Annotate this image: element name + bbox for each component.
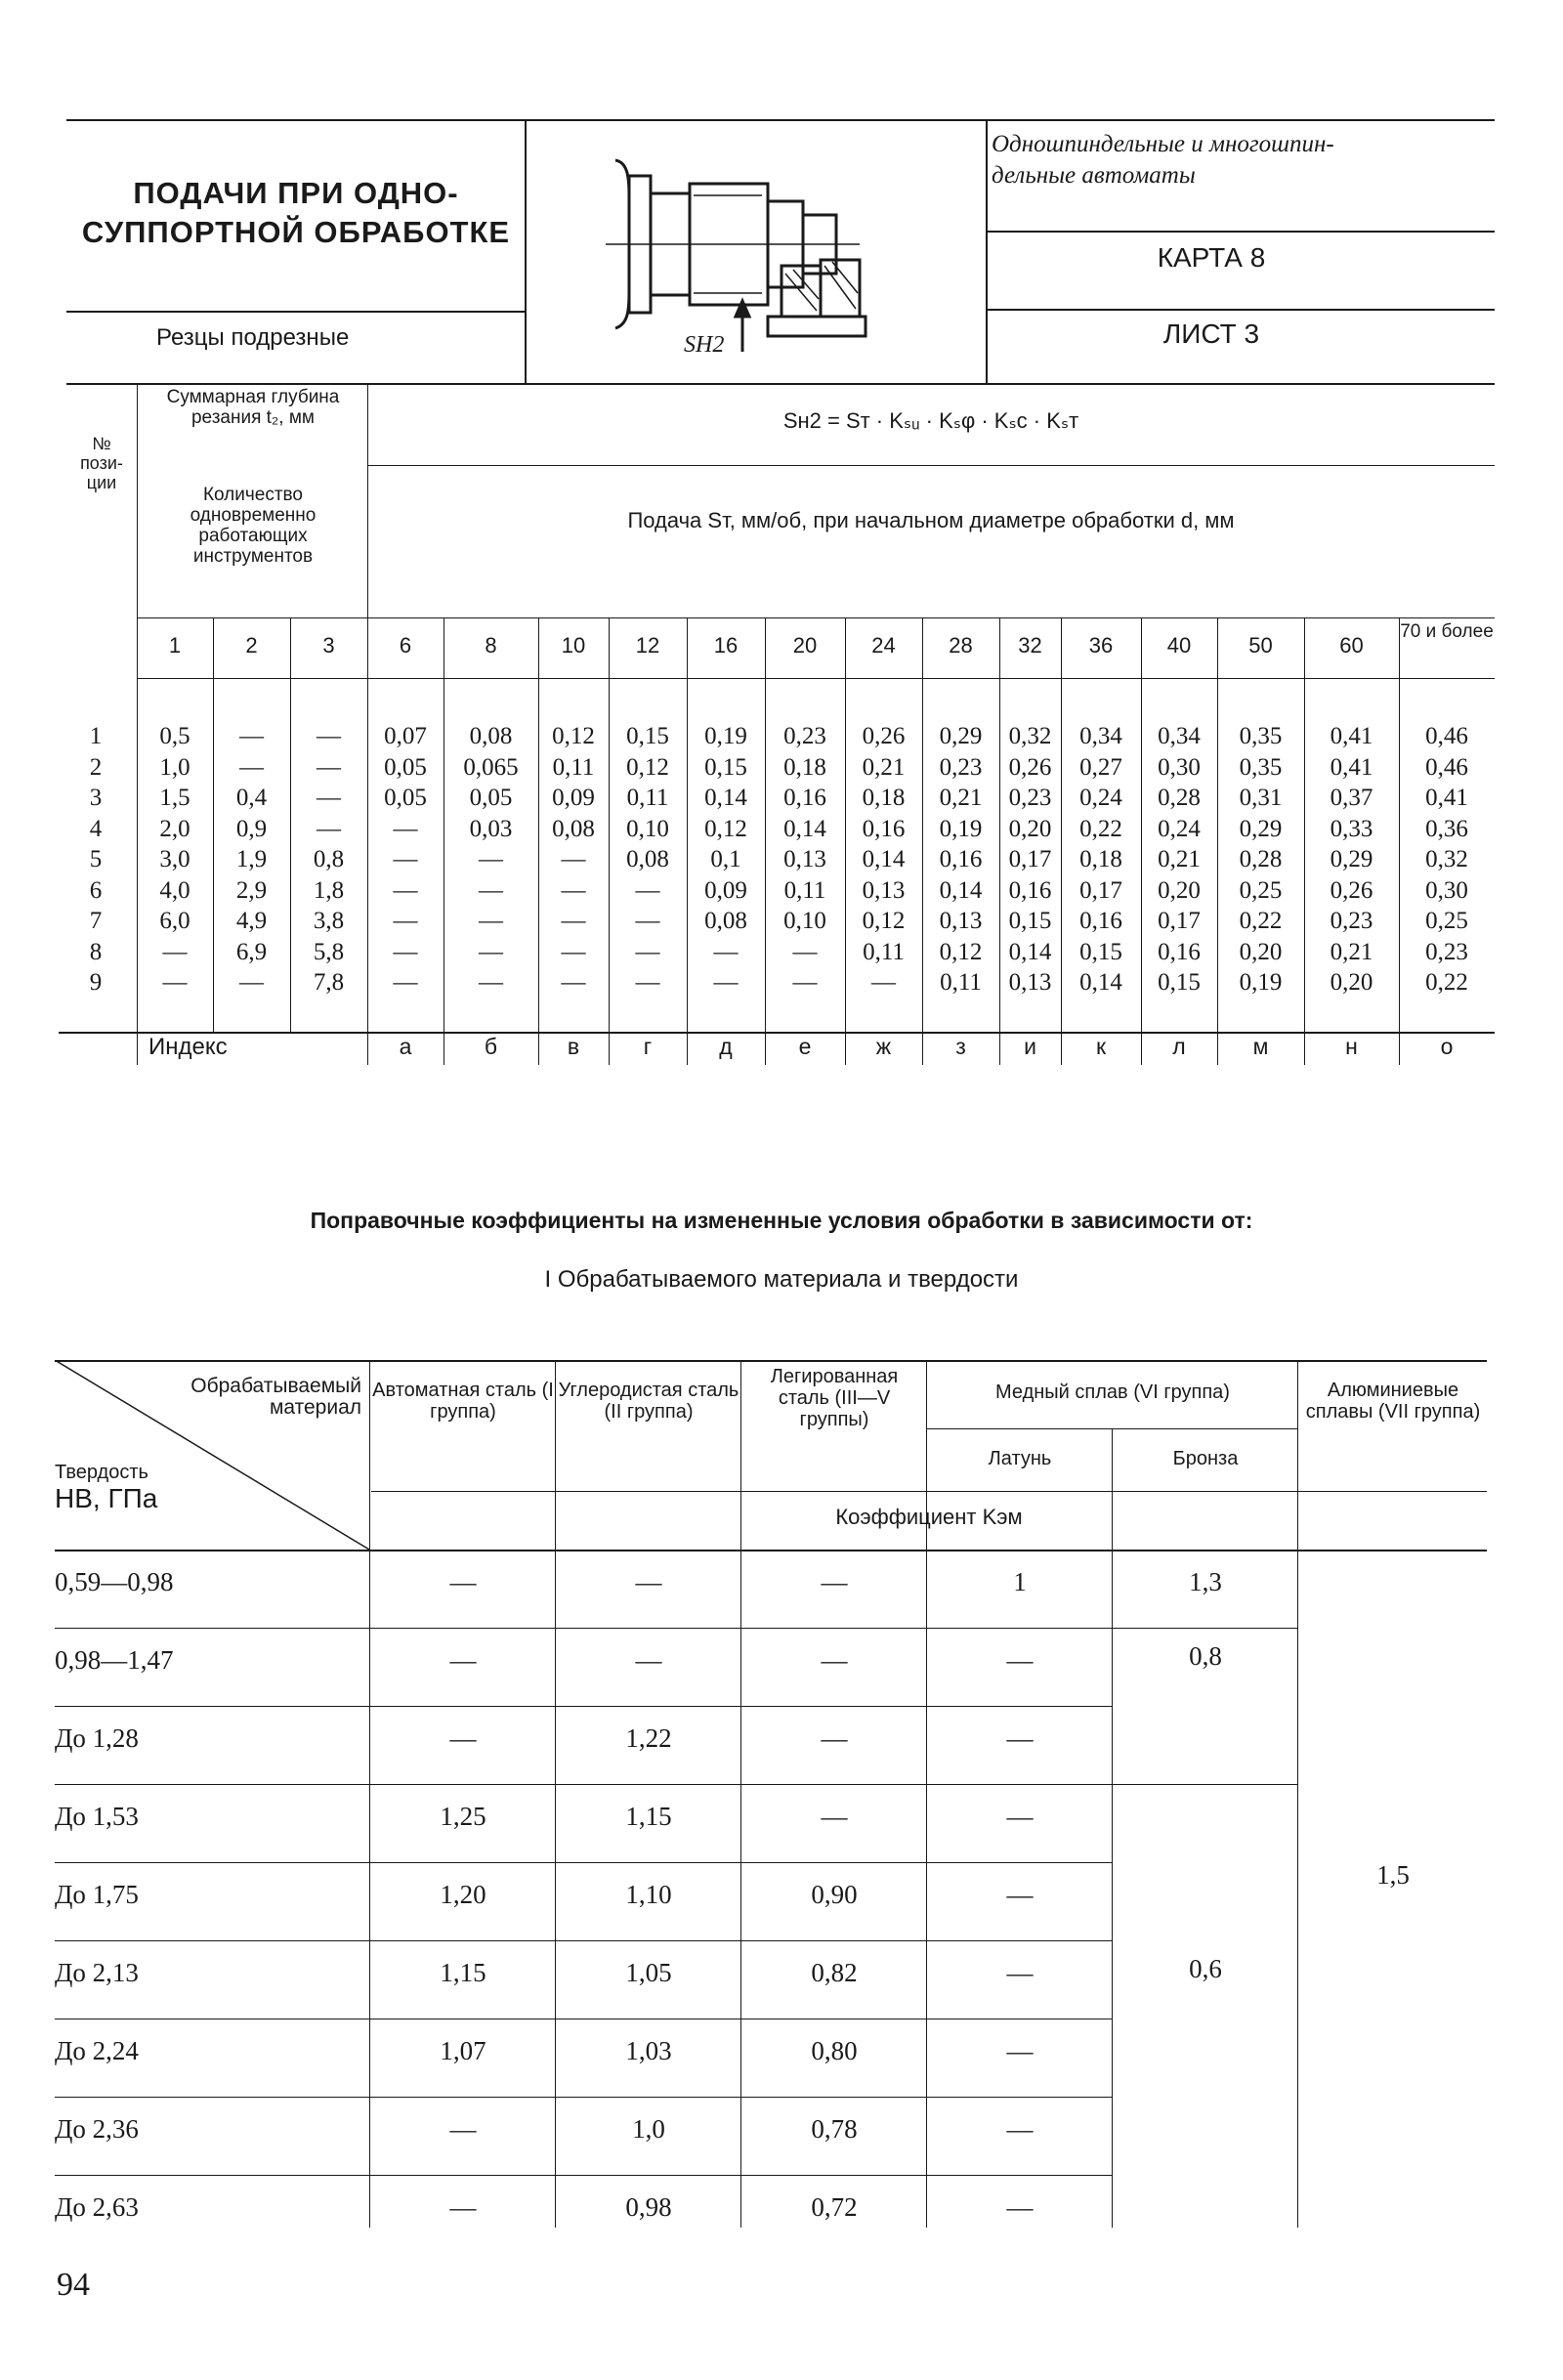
feed-formula: Sн2 = Sт · Kₛᵤ · Kₛφ · Kₛc · Kₛт [782,408,1079,433]
diameter-header: 8 [485,633,497,658]
depth-header: Суммарная глубина резания t₂, мм [166,387,340,428]
diameter-header: 16 [713,633,739,658]
machine-type-line1: Одношпиндельные и многошпин- [992,131,1334,157]
brass-cell: — [1006,1958,1034,1987]
row-line [1112,1784,1297,1785]
carbon-cell: 0,98 [625,2192,672,2222]
auto-cell: 1,20 [440,1880,486,1909]
index-letter: б [484,1034,498,1059]
diameter-header: 20 [792,633,818,658]
row-line [55,1862,926,1863]
feed-header: Подача Sт, мм/об, при начальном диаметре обработки d, мм [627,508,1235,532]
hardness-cell: До 1,53 [55,1802,139,1831]
carbon-cell: 1,0 [632,2114,665,2144]
brass-cell: — [1006,1802,1034,1831]
index-letter: г [643,1034,653,1059]
diameter-header: 28 [949,633,973,658]
bronze-cell: 1,3 [1189,1567,1222,1596]
correction-heading: Поправочные коэффициенты на измененные условия обработки в зависимости от: [310,1208,1253,1233]
feed-column: 0,32 0,26 0,23 0,20 0,17 0,16 0,15 0,14 0,13 [1008,723,1052,996]
auto-cell: 1,15 [440,1958,486,1987]
col-copper-alloy: Медный сплав (VI группа) [995,1381,1230,1403]
row-line [55,2097,926,2098]
depth-column: — — 0,4 0,9 1,9 2,9 4,9 6,9 — [235,723,268,996]
carbon-cell: 1,03 [625,2036,672,2065]
feed-column: 0,19 0,15 0,14 0,12 0,1 0,09 0,08 — — [704,723,747,996]
corner-hardness-label: Твердость [55,1462,148,1483]
coefficient-label: Коэффициент Kэм [835,1505,1023,1529]
index-label: Индекс [148,1034,228,1060]
brass-cell: — [1006,1645,1034,1675]
index-letter: о [1440,1034,1454,1059]
row-line [926,1940,1112,1941]
carbon-cell: 1,05 [625,1958,672,1987]
alloy-cell: — [821,1567,848,1596]
feed-column: 0,29 0,23 0,21 0,19 0,16 0,14 0,13 0,12 0,11 [939,723,983,996]
auto-cell: 1,25 [440,1802,486,1831]
feed-column: 0,12 0,11 0,09 0,08 — — — — — [552,723,595,996]
diameter-header: 32 [1018,633,1042,658]
hardness-cell: До 1,28 [55,1723,139,1753]
tools-count-header: Количество одновременно работающих инструментов [190,485,317,567]
feed-column: 0,23 0,18 0,16 0,14 0,13 0,11 0,10 — — [783,723,826,996]
row-line [55,1628,926,1629]
hardness-cell: До 1,75 [55,1880,139,1909]
diameter-header: 40 [1166,633,1192,658]
bronze-cell: 0,6 [1189,1954,1222,1983]
feed-column: 0,08 0,065 0,05 0,03 — — — — — [463,723,519,996]
auto-cell: — [449,2114,477,2144]
hardness-cell: До 2,24 [55,2036,139,2065]
feed-column: 0,35 0,35 0,31 0,29 0,28 0,25 0,22 0,20 0,19 [1239,723,1283,996]
position-header-line1: № [92,434,111,453]
card-title-line1: ПОДАЧИ ПРИ ОДНО- [133,176,459,210]
hardness-cell: До 2,63 [55,2192,139,2222]
tool-count-header: 2 [245,633,258,658]
feed-column: 0,41 0,41 0,37 0,33 0,29 0,26 0,23 0,21 0,20 [1330,723,1373,996]
sheet-number: ЛИСТ 3 [1162,319,1260,349]
diameter-header: 60 [1339,633,1364,658]
brass-cell: — [1006,2192,1034,2222]
col-brass: Латунь [988,1448,1052,1469]
index-letter: к [1095,1034,1107,1059]
row-line [926,2175,1112,2176]
diameter-header: 70 и более [1400,621,1494,642]
alloy-cell: — [821,1802,848,1831]
feed-column: 0,26 0,21 0,18 0,16 0,14 0,13 0,12 0,11 — [862,723,906,996]
diameter-header: 36 [1088,633,1114,658]
alloy-cell: 0,78 [811,2114,858,2144]
tool-count-header: 3 [322,633,335,658]
aluminium-cell: 1,5 [1376,1860,1410,1890]
brass-cell: — [1006,1723,1034,1753]
alloy-cell: 0,72 [811,2192,858,2222]
bronze-cell: 0,8 [1189,1641,1222,1671]
diameter-header: 10 [561,633,586,658]
carbon-cell: — [635,1645,662,1675]
correction-subheading: I Обрабатываемого материала и твердости [544,1266,1019,1293]
hardness-cell: 0,98—1,47 [55,1645,174,1675]
row-line [55,1784,926,1785]
col-alloy-steel: Легированная сталь (III—V группы) [770,1366,899,1430]
alloy-cell: — [821,1645,848,1675]
row-line [55,1940,926,1941]
index-letter: в [567,1034,580,1059]
alloy-cell: 0,80 [811,2036,858,2065]
diameter-header: 12 [635,633,660,658]
diameter-header: 50 [1248,633,1273,658]
hardness-cell: До 2,13 [55,1958,139,1987]
card-title-line2: СУППОРТНОЙ ОБРАБОТКЕ [81,215,511,249]
index-letter: е [798,1034,812,1059]
row-line [926,2097,1112,2098]
row-line [926,1706,1112,1707]
auto-cell: — [449,2192,477,2222]
tool-type-label: Резцы подрезные [156,324,350,351]
hardness-cell: До 2,36 [55,2114,139,2144]
row-line [926,1862,1112,1863]
brass-cell: — [1006,1880,1034,1909]
col-auto-steel: Автоматная сталь (I группа) [372,1380,554,1423]
position-header-line2: пози- [80,453,123,473]
row-line [926,1784,1112,1785]
tool-count-header: 1 [168,633,182,658]
col-bronze: Бронза [1172,1448,1239,1469]
feed-column: 0,15 0,12 0,11 0,10 0,08 — — — — [626,723,669,996]
brass-cell: — [1006,2036,1034,2065]
index-letter: и [1024,1034,1036,1059]
position-header-line3: ции [86,473,117,492]
row-line [55,2175,926,2176]
auto-cell: 1,07 [440,2036,486,2065]
alloy-cell: 0,82 [811,1958,858,1987]
carbon-cell: 1,10 [625,1880,672,1909]
index-letter: л [1172,1034,1186,1059]
diameter-header: 6 [399,633,412,658]
feed-column: 0,46 0,46 0,41 0,36 0,32 0,30 0,25 0,23 0,22 [1425,723,1468,996]
machine-type-line2: дельные автоматы [992,162,1196,189]
col-carbon-steel: Углеродистая сталь (II группа) [558,1380,739,1423]
index-letter: а [399,1034,412,1059]
page-number: 94 [57,2267,90,2303]
alloy-cell: — [821,1723,848,1753]
index-letter: м [1252,1034,1269,1059]
index-letter: з [955,1034,966,1059]
brass-cell: — [1006,2114,1034,2144]
carbon-cell: 1,15 [625,1802,672,1831]
col-aluminium-alloy: Алюминиевые сплавы (VII группа) [1305,1380,1481,1423]
auto-cell: — [449,1645,477,1675]
depth-column: 0,5 1,0 1,5 2,0 3,0 4,0 6,0 — — [159,723,190,996]
depth-column: — — — — 0,8 1,8 3,8 5,8 7,8 [313,723,345,996]
auto-cell: — [449,1723,477,1753]
feed-column: 0,34 0,30 0,28 0,24 0,21 0,20 0,17 0,16 0,15 [1158,723,1201,996]
corner-material-label: Обрабатываемый материал [190,1375,361,1419]
row-line [55,1706,926,1707]
auto-cell: — [449,1567,477,1596]
position-numbers: 1 2 3 4 5 6 7 8 9 [89,723,103,996]
feed-column: 0,34 0,27 0,24 0,22 0,18 0,17 0,16 0,15 0,14 [1079,723,1122,996]
carbon-cell: — [635,1567,662,1596]
hardness-cell: 0,59—0,98 [55,1567,174,1596]
carbon-cell: 1,22 [625,1723,672,1753]
feed-column: 0,07 0,05 0,05 — — — — — — [384,723,427,996]
alloy-cell: 0,90 [811,1880,858,1909]
corner-hardness-unit: НВ, ГПа [55,1483,158,1513]
brass-cell: 1 [1013,1567,1027,1596]
index-letter: д [719,1034,733,1059]
index-letter: н [1345,1034,1358,1059]
row-line [1112,1628,1297,1629]
index-letter: ж [875,1034,892,1059]
diameter-header: 24 [871,633,896,658]
card-number: КАРТА 8 [1157,242,1266,273]
cutting-sketch [547,137,977,371]
row-line [926,1628,1112,1629]
feed-symbol: SН2 [684,332,725,358]
